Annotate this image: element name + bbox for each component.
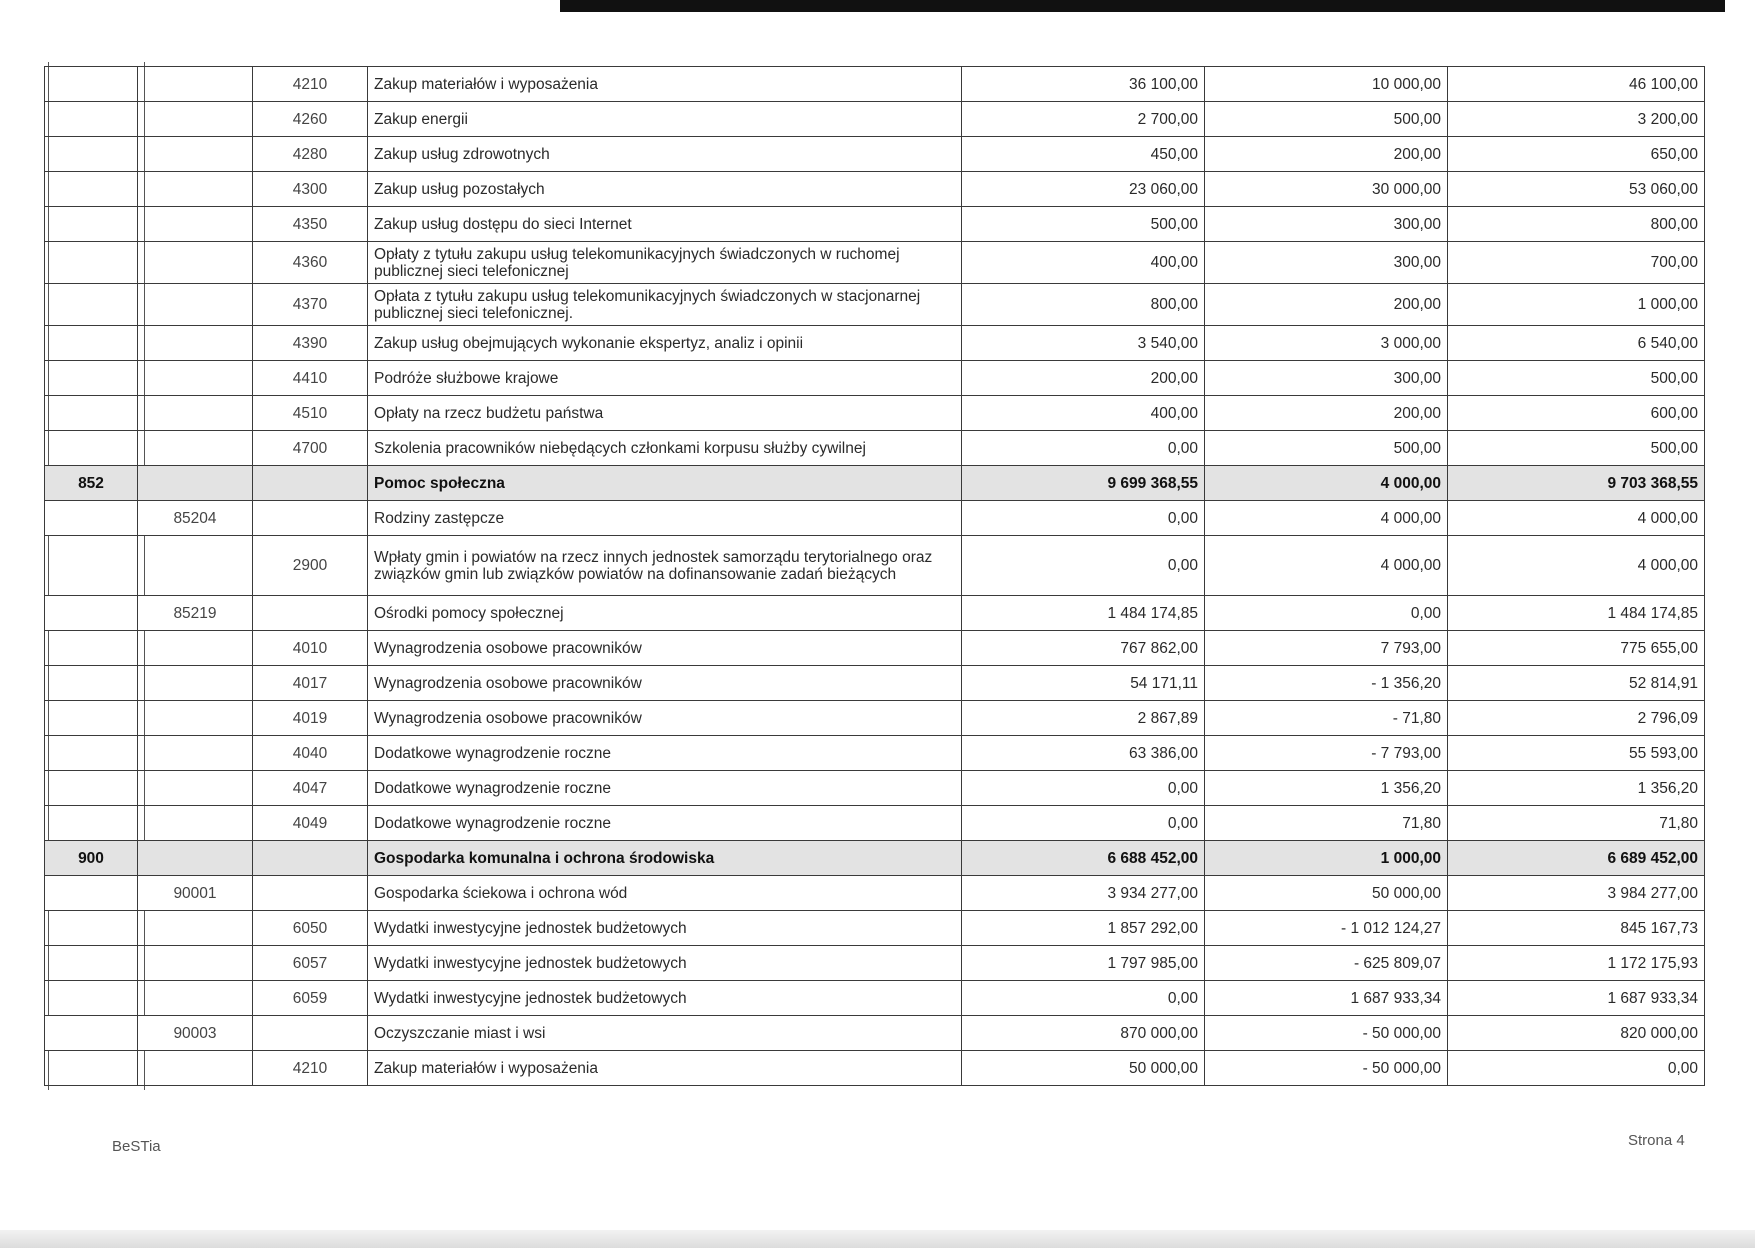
cell-dzial: 900 bbox=[45, 841, 138, 876]
cell-zmiana: - 50 000,00 bbox=[1205, 1051, 1448, 1086]
cell-plan: 6 688 452,00 bbox=[962, 841, 1205, 876]
cell-zmiana: - 1 356,20 bbox=[1205, 666, 1448, 701]
section-row bbox=[45, 466, 1705, 501]
cell-po-zmianie: 55 593,00 bbox=[1448, 736, 1705, 771]
cell-nazwa: Gospodarka ściekowa i ochrona wód bbox=[368, 876, 962, 911]
cell-rozdzial bbox=[138, 137, 253, 172]
table-row bbox=[45, 361, 1705, 396]
cell-nazwa: Wydatki inwestycyjne jednostek budżetowych bbox=[368, 946, 962, 981]
cell-paragraf: 4280 bbox=[253, 137, 368, 172]
cell-paragraf: 4700 bbox=[253, 431, 368, 466]
cell-zmiana: 300,00 bbox=[1205, 207, 1448, 242]
cell-plan: 3 540,00 bbox=[962, 326, 1205, 361]
cell-dzial bbox=[45, 431, 138, 466]
table-row bbox=[45, 536, 1705, 596]
cell-zmiana: 71,80 bbox=[1205, 806, 1448, 841]
table-row bbox=[45, 242, 1705, 284]
subsection-row bbox=[45, 876, 1705, 911]
cell-nazwa: Zakup usług pozostałych bbox=[368, 172, 962, 207]
cell-dzial bbox=[45, 284, 138, 326]
cell-paragraf: 4017 bbox=[253, 666, 368, 701]
table-row bbox=[45, 137, 1705, 172]
table-row bbox=[45, 946, 1705, 981]
table-row bbox=[45, 701, 1705, 736]
cell-nazwa: Dodatkowe wynagrodzenie roczne bbox=[368, 806, 962, 841]
cell-po-zmianie: 9 703 368,55 bbox=[1448, 466, 1705, 501]
cell-paragraf: 4040 bbox=[253, 736, 368, 771]
cell-po-zmianie: 53 060,00 bbox=[1448, 172, 1705, 207]
cell-dzial bbox=[45, 172, 138, 207]
cell-dzial bbox=[45, 806, 138, 841]
cell-paragraf: 4010 bbox=[253, 631, 368, 666]
cell-paragraf: 4410 bbox=[253, 361, 368, 396]
cell-rozdzial bbox=[138, 361, 253, 396]
cell-zmiana: - 625 809,07 bbox=[1205, 946, 1448, 981]
cell-po-zmianie: 700,00 bbox=[1448, 242, 1705, 284]
table-row bbox=[45, 431, 1705, 466]
section-row bbox=[45, 841, 1705, 876]
cell-po-zmianie: 500,00 bbox=[1448, 361, 1705, 396]
cell-plan: 23 060,00 bbox=[962, 172, 1205, 207]
cell-po-zmianie: 500,00 bbox=[1448, 431, 1705, 466]
cell-rozdzial bbox=[138, 736, 253, 771]
cell-po-zmianie: 6 689 452,00 bbox=[1448, 841, 1705, 876]
cell-zmiana: 1 687 933,34 bbox=[1205, 981, 1448, 1016]
cell-dzial bbox=[45, 536, 138, 596]
cell-rozdzial bbox=[138, 466, 253, 501]
cell-po-zmianie: 800,00 bbox=[1448, 207, 1705, 242]
cell-zmiana: 7 793,00 bbox=[1205, 631, 1448, 666]
cell-dzial bbox=[45, 631, 138, 666]
cell-paragraf bbox=[253, 501, 368, 536]
cell-paragraf: 4350 bbox=[253, 207, 368, 242]
cell-plan: 767 862,00 bbox=[962, 631, 1205, 666]
cell-po-zmianie: 0,00 bbox=[1448, 1051, 1705, 1086]
cell-rozdzial: 90003 bbox=[138, 1016, 253, 1051]
cell-zmiana: 4 000,00 bbox=[1205, 536, 1448, 596]
cell-zmiana: 200,00 bbox=[1205, 137, 1448, 172]
cell-plan: 800,00 bbox=[962, 284, 1205, 326]
cell-zmiana: 500,00 bbox=[1205, 102, 1448, 137]
cell-nazwa: Opłaty z tytułu zakupu usług telekomunikacyjnych świadczonych w ruchomej publicznej sieci telefonicznej bbox=[368, 242, 962, 284]
cell-paragraf: 4047 bbox=[253, 771, 368, 806]
cell-plan: 0,00 bbox=[962, 806, 1205, 841]
budget-expenditure-table bbox=[44, 66, 1705, 1086]
cell-nazwa: Zakup usług zdrowotnych bbox=[368, 137, 962, 172]
cell-plan: 200,00 bbox=[962, 361, 1205, 396]
cell-zmiana: 4 000,00 bbox=[1205, 501, 1448, 536]
cell-rozdzial: 85204 bbox=[138, 501, 253, 536]
cell-rozdzial bbox=[138, 946, 253, 981]
cell-nazwa: Zakup energii bbox=[368, 102, 962, 137]
cell-po-zmianie: 3 984 277,00 bbox=[1448, 876, 1705, 911]
cell-nazwa: Zakup usług dostępu do sieci Internet bbox=[368, 207, 962, 242]
cell-zmiana: 0,00 bbox=[1205, 596, 1448, 631]
cell-nazwa: Wpłaty gmin i powiatów na rzecz innych jednostek samorządu terytorialnego oraz związków gmin lub związków powiatów na dofinansowanie zadań bieżących bbox=[368, 536, 962, 596]
subsection-row bbox=[45, 1016, 1705, 1051]
cell-po-zmianie: 4 000,00 bbox=[1448, 536, 1705, 596]
cell-paragraf: 4510 bbox=[253, 396, 368, 431]
cell-paragraf: 6059 bbox=[253, 981, 368, 1016]
cell-nazwa: Wynagrodzenia osobowe pracowników bbox=[368, 631, 962, 666]
cell-nazwa: Wydatki inwestycyjne jednostek budżetowych bbox=[368, 911, 962, 946]
table-row bbox=[45, 631, 1705, 666]
cell-dzial bbox=[45, 67, 138, 102]
table-row bbox=[45, 284, 1705, 326]
subsection-row bbox=[45, 501, 1705, 536]
cell-rozdzial bbox=[138, 284, 253, 326]
cell-po-zmianie: 1 484 174,85 bbox=[1448, 596, 1705, 631]
cell-rozdzial bbox=[138, 396, 253, 431]
cell-zmiana: - 50 000,00 bbox=[1205, 1016, 1448, 1051]
cell-plan: 500,00 bbox=[962, 207, 1205, 242]
cell-zmiana: 30 000,00 bbox=[1205, 172, 1448, 207]
cell-paragraf: 4049 bbox=[253, 806, 368, 841]
cell-nazwa: Zakup usług obejmujących wykonanie ekspertyz, analiz i opinii bbox=[368, 326, 962, 361]
cell-rozdzial bbox=[138, 841, 253, 876]
cell-nazwa: Wynagrodzenia osobowe pracowników bbox=[368, 701, 962, 736]
cell-dzial bbox=[45, 137, 138, 172]
cell-paragraf bbox=[253, 596, 368, 631]
cell-zmiana: 4 000,00 bbox=[1205, 466, 1448, 501]
cell-zmiana: 300,00 bbox=[1205, 361, 1448, 396]
cell-dzial bbox=[45, 701, 138, 736]
cell-plan: 36 100,00 bbox=[962, 67, 1205, 102]
cell-nazwa: Zakup materiałów i wyposażenia bbox=[368, 67, 962, 102]
cell-plan: 450,00 bbox=[962, 137, 1205, 172]
cell-zmiana: 200,00 bbox=[1205, 284, 1448, 326]
cell-po-zmianie: 71,80 bbox=[1448, 806, 1705, 841]
cell-dzial bbox=[45, 596, 138, 631]
cell-rozdzial bbox=[138, 67, 253, 102]
cell-nazwa: Szkolenia pracowników niebędących członkami korpusu służby cywilnej bbox=[368, 431, 962, 466]
cell-nazwa: Dodatkowe wynagrodzenie roczne bbox=[368, 736, 962, 771]
cell-zmiana: - 7 793,00 bbox=[1205, 736, 1448, 771]
footer-software-label: BeSTia bbox=[112, 1138, 161, 1155]
cell-plan: 0,00 bbox=[962, 431, 1205, 466]
cell-nazwa: Opłata z tytułu zakupu usług telekomunikacyjnych świadczonych w stacjonarnej publicznej sieci telefonicznej. bbox=[368, 284, 962, 326]
cell-rozdzial bbox=[138, 431, 253, 466]
cell-nazwa: Pomoc społeczna bbox=[368, 466, 962, 501]
cell-paragraf bbox=[253, 1016, 368, 1051]
cell-plan: 9 699 368,55 bbox=[962, 466, 1205, 501]
cell-paragraf: 4370 bbox=[253, 284, 368, 326]
cell-zmiana: 500,00 bbox=[1205, 431, 1448, 466]
cell-rozdzial bbox=[138, 242, 253, 284]
cell-paragraf: 4210 bbox=[253, 1051, 368, 1086]
cell-rozdzial bbox=[138, 1051, 253, 1086]
cell-po-zmianie: 6 540,00 bbox=[1448, 326, 1705, 361]
cell-zmiana: 50 000,00 bbox=[1205, 876, 1448, 911]
cell-dzial bbox=[45, 666, 138, 701]
cell-rozdzial bbox=[138, 666, 253, 701]
scan-edge-top bbox=[560, 0, 1725, 12]
cell-nazwa: Dodatkowe wynagrodzenie roczne bbox=[368, 771, 962, 806]
table-row bbox=[45, 1051, 1705, 1086]
cell-nazwa: Ośrodki pomocy społecznej bbox=[368, 596, 962, 631]
cell-rozdzial bbox=[138, 172, 253, 207]
cell-plan: 0,00 bbox=[962, 981, 1205, 1016]
cell-nazwa: Zakup materiałów i wyposażenia bbox=[368, 1051, 962, 1086]
table-row bbox=[45, 736, 1705, 771]
cell-plan: 870 000,00 bbox=[962, 1016, 1205, 1051]
cell-dzial bbox=[45, 102, 138, 137]
cell-plan: 3 934 277,00 bbox=[962, 876, 1205, 911]
cell-po-zmianie: 820 000,00 bbox=[1448, 1016, 1705, 1051]
cell-zmiana: - 1 012 124,27 bbox=[1205, 911, 1448, 946]
table-row bbox=[45, 67, 1705, 102]
cell-paragraf: 2900 bbox=[253, 536, 368, 596]
cell-plan: 2 700,00 bbox=[962, 102, 1205, 137]
table-row bbox=[45, 102, 1705, 137]
cell-rozdzial bbox=[138, 981, 253, 1016]
cell-dzial bbox=[45, 207, 138, 242]
cell-zmiana: - 71,80 bbox=[1205, 701, 1448, 736]
cell-zmiana: 200,00 bbox=[1205, 396, 1448, 431]
cell-po-zmianie: 650,00 bbox=[1448, 137, 1705, 172]
cell-plan: 0,00 bbox=[962, 771, 1205, 806]
cell-paragraf: 4210 bbox=[253, 67, 368, 102]
cell-dzial bbox=[45, 946, 138, 981]
cell-dzial bbox=[45, 501, 138, 536]
cell-paragraf: 4390 bbox=[253, 326, 368, 361]
cell-plan: 0,00 bbox=[962, 501, 1205, 536]
cell-zmiana: 300,00 bbox=[1205, 242, 1448, 284]
table-row bbox=[45, 172, 1705, 207]
cell-nazwa: Wydatki inwestycyjne jednostek budżetowych bbox=[368, 981, 962, 1016]
cell-paragraf: 4019 bbox=[253, 701, 368, 736]
cell-rozdzial bbox=[138, 771, 253, 806]
cell-plan: 0,00 bbox=[962, 536, 1205, 596]
cell-po-zmianie: 600,00 bbox=[1448, 396, 1705, 431]
cell-plan: 63 386,00 bbox=[962, 736, 1205, 771]
cell-plan: 2 867,89 bbox=[962, 701, 1205, 736]
cell-plan: 400,00 bbox=[962, 396, 1205, 431]
cell-dzial bbox=[45, 981, 138, 1016]
table-row bbox=[45, 806, 1705, 841]
cell-po-zmianie: 845 167,73 bbox=[1448, 911, 1705, 946]
cell-nazwa: Opłaty na rzecz budżetu państwa bbox=[368, 396, 962, 431]
cell-paragraf: 4300 bbox=[253, 172, 368, 207]
cell-plan: 1 857 292,00 bbox=[962, 911, 1205, 946]
cell-rozdzial bbox=[138, 207, 253, 242]
cell-dzial bbox=[45, 771, 138, 806]
cell-paragraf bbox=[253, 876, 368, 911]
cell-po-zmianie: 2 796,09 bbox=[1448, 701, 1705, 736]
cell-nazwa: Gospodarka komunalna i ochrona środowiska bbox=[368, 841, 962, 876]
cell-po-zmianie: 3 200,00 bbox=[1448, 102, 1705, 137]
cell-rozdzial bbox=[138, 911, 253, 946]
cell-po-zmianie: 1 356,20 bbox=[1448, 771, 1705, 806]
cell-paragraf: 6057 bbox=[253, 946, 368, 981]
table-row bbox=[45, 207, 1705, 242]
cell-plan: 400,00 bbox=[962, 242, 1205, 284]
cell-rozdzial: 85219 bbox=[138, 596, 253, 631]
cell-po-zmianie: 46 100,00 bbox=[1448, 67, 1705, 102]
cell-po-zmianie: 1 172 175,93 bbox=[1448, 946, 1705, 981]
cell-rozdzial bbox=[138, 701, 253, 736]
cell-paragraf: 4360 bbox=[253, 242, 368, 284]
footer-page-number: Strona 4 bbox=[1628, 1132, 1685, 1149]
cell-po-zmianie: 1 000,00 bbox=[1448, 284, 1705, 326]
table-row bbox=[45, 396, 1705, 431]
table-row bbox=[45, 981, 1705, 1016]
cell-dzial bbox=[45, 911, 138, 946]
cell-dzial bbox=[45, 736, 138, 771]
table-row bbox=[45, 666, 1705, 701]
cell-paragraf bbox=[253, 841, 368, 876]
cell-zmiana: 10 000,00 bbox=[1205, 67, 1448, 102]
cell-dzial bbox=[45, 326, 138, 361]
cell-po-zmianie: 1 687 933,34 bbox=[1448, 981, 1705, 1016]
cell-zmiana: 1 356,20 bbox=[1205, 771, 1448, 806]
cell-dzial bbox=[45, 396, 138, 431]
cell-nazwa: Wynagrodzenia osobowe pracowników bbox=[368, 666, 962, 701]
cell-dzial bbox=[45, 876, 138, 911]
cell-dzial bbox=[45, 1016, 138, 1051]
cell-nazwa: Rodziny zastępcze bbox=[368, 501, 962, 536]
table-row bbox=[45, 911, 1705, 946]
cell-rozdzial: 90001 bbox=[138, 876, 253, 911]
scan-edge-bottom bbox=[0, 1230, 1755, 1248]
table-row bbox=[45, 326, 1705, 361]
cell-plan: 1 797 985,00 bbox=[962, 946, 1205, 981]
table-row bbox=[45, 771, 1705, 806]
cell-plan: 1 484 174,85 bbox=[962, 596, 1205, 631]
cell-nazwa: Oczyszczanie miast i wsi bbox=[368, 1016, 962, 1051]
cell-paragraf: 4260 bbox=[253, 102, 368, 137]
cell-paragraf: 6050 bbox=[253, 911, 368, 946]
cell-paragraf bbox=[253, 466, 368, 501]
cell-dzial bbox=[45, 361, 138, 396]
cell-nazwa: Podróże służbowe krajowe bbox=[368, 361, 962, 396]
cell-dzial bbox=[45, 242, 138, 284]
cell-rozdzial bbox=[138, 806, 253, 841]
cell-dzial: 852 bbox=[45, 466, 138, 501]
cell-rozdzial bbox=[138, 536, 253, 596]
cell-po-zmianie: 4 000,00 bbox=[1448, 501, 1705, 536]
cell-plan: 50 000,00 bbox=[962, 1051, 1205, 1086]
cell-dzial bbox=[45, 1051, 138, 1086]
cell-plan: 54 171,11 bbox=[962, 666, 1205, 701]
cell-rozdzial bbox=[138, 102, 253, 137]
cell-rozdzial bbox=[138, 631, 253, 666]
cell-zmiana: 3 000,00 bbox=[1205, 326, 1448, 361]
cell-rozdzial bbox=[138, 326, 253, 361]
cell-po-zmianie: 775 655,00 bbox=[1448, 631, 1705, 666]
cell-po-zmianie: 52 814,91 bbox=[1448, 666, 1705, 701]
subsection-row bbox=[45, 596, 1705, 631]
cell-zmiana: 1 000,00 bbox=[1205, 841, 1448, 876]
